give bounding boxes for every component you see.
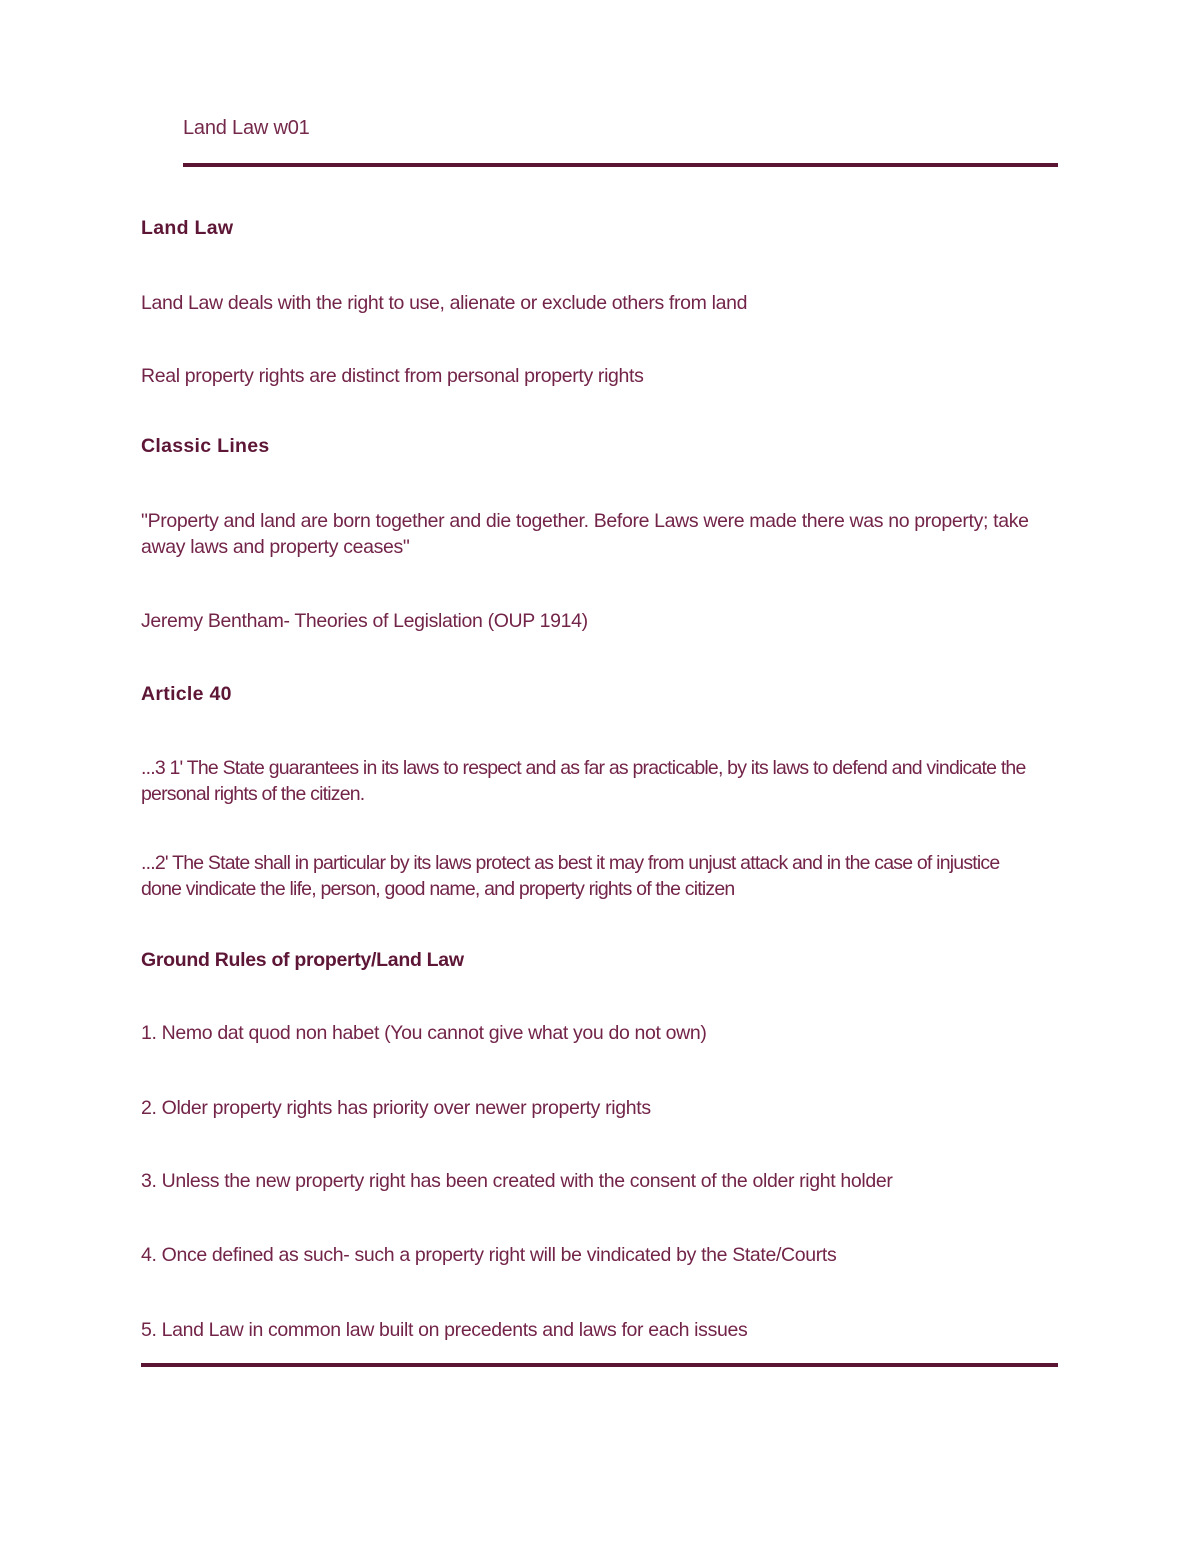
paragraph: ...3 1' The State guarantees in its laws to respect and as far as practicable, by its laws to defend and vindicate the personal rights of the citizen. xyxy=(141,757,1026,805)
list-item: 5. Land Law in common law built on precedents and laws for each issues xyxy=(141,1319,748,1341)
quote-paragraph: "Property and land are born together and die together. Before Laws were made there was no property; take away laws and property ceases" xyxy=(141,510,1029,558)
citation-paragraph: Jeremy Bentham- Theories of Legislation (OUP 1914) xyxy=(141,610,588,632)
paragraph: Land Law deals with the right to use, alienate or exclude others from land xyxy=(141,292,748,314)
list-item: 2. Older property rights has priority over newer property rights xyxy=(141,1097,651,1119)
section-heading-land-law: Land Law xyxy=(141,217,234,239)
list-item: 4. Once defined as such- such a property right will be vindicated by the State/Courts xyxy=(141,1244,837,1266)
section-heading-article-40: Article 40 xyxy=(141,683,232,705)
footer-divider xyxy=(141,1363,1058,1367)
paragraph: ...2' The State shall in particular by its laws protect as best it may from unjust attack and in the case of injustice done vindicate the life, person, good name, and property rights of the citizen xyxy=(141,852,1000,900)
header-divider xyxy=(183,163,1058,167)
list-item: 3. Unless the new property right has been created with the consent of the older right holder xyxy=(141,1170,893,1192)
paragraph: Real property rights are distinct from personal property rights xyxy=(141,365,644,387)
section-heading-classic-lines: Classic Lines xyxy=(141,435,270,457)
list-item: 1. Nemo dat quod non habet (You cannot give what you do not own) xyxy=(141,1022,707,1044)
page-header-title: Land Law w01 xyxy=(183,117,310,139)
section-heading-ground-rules: Ground Rules of property/Land Law xyxy=(141,949,464,971)
